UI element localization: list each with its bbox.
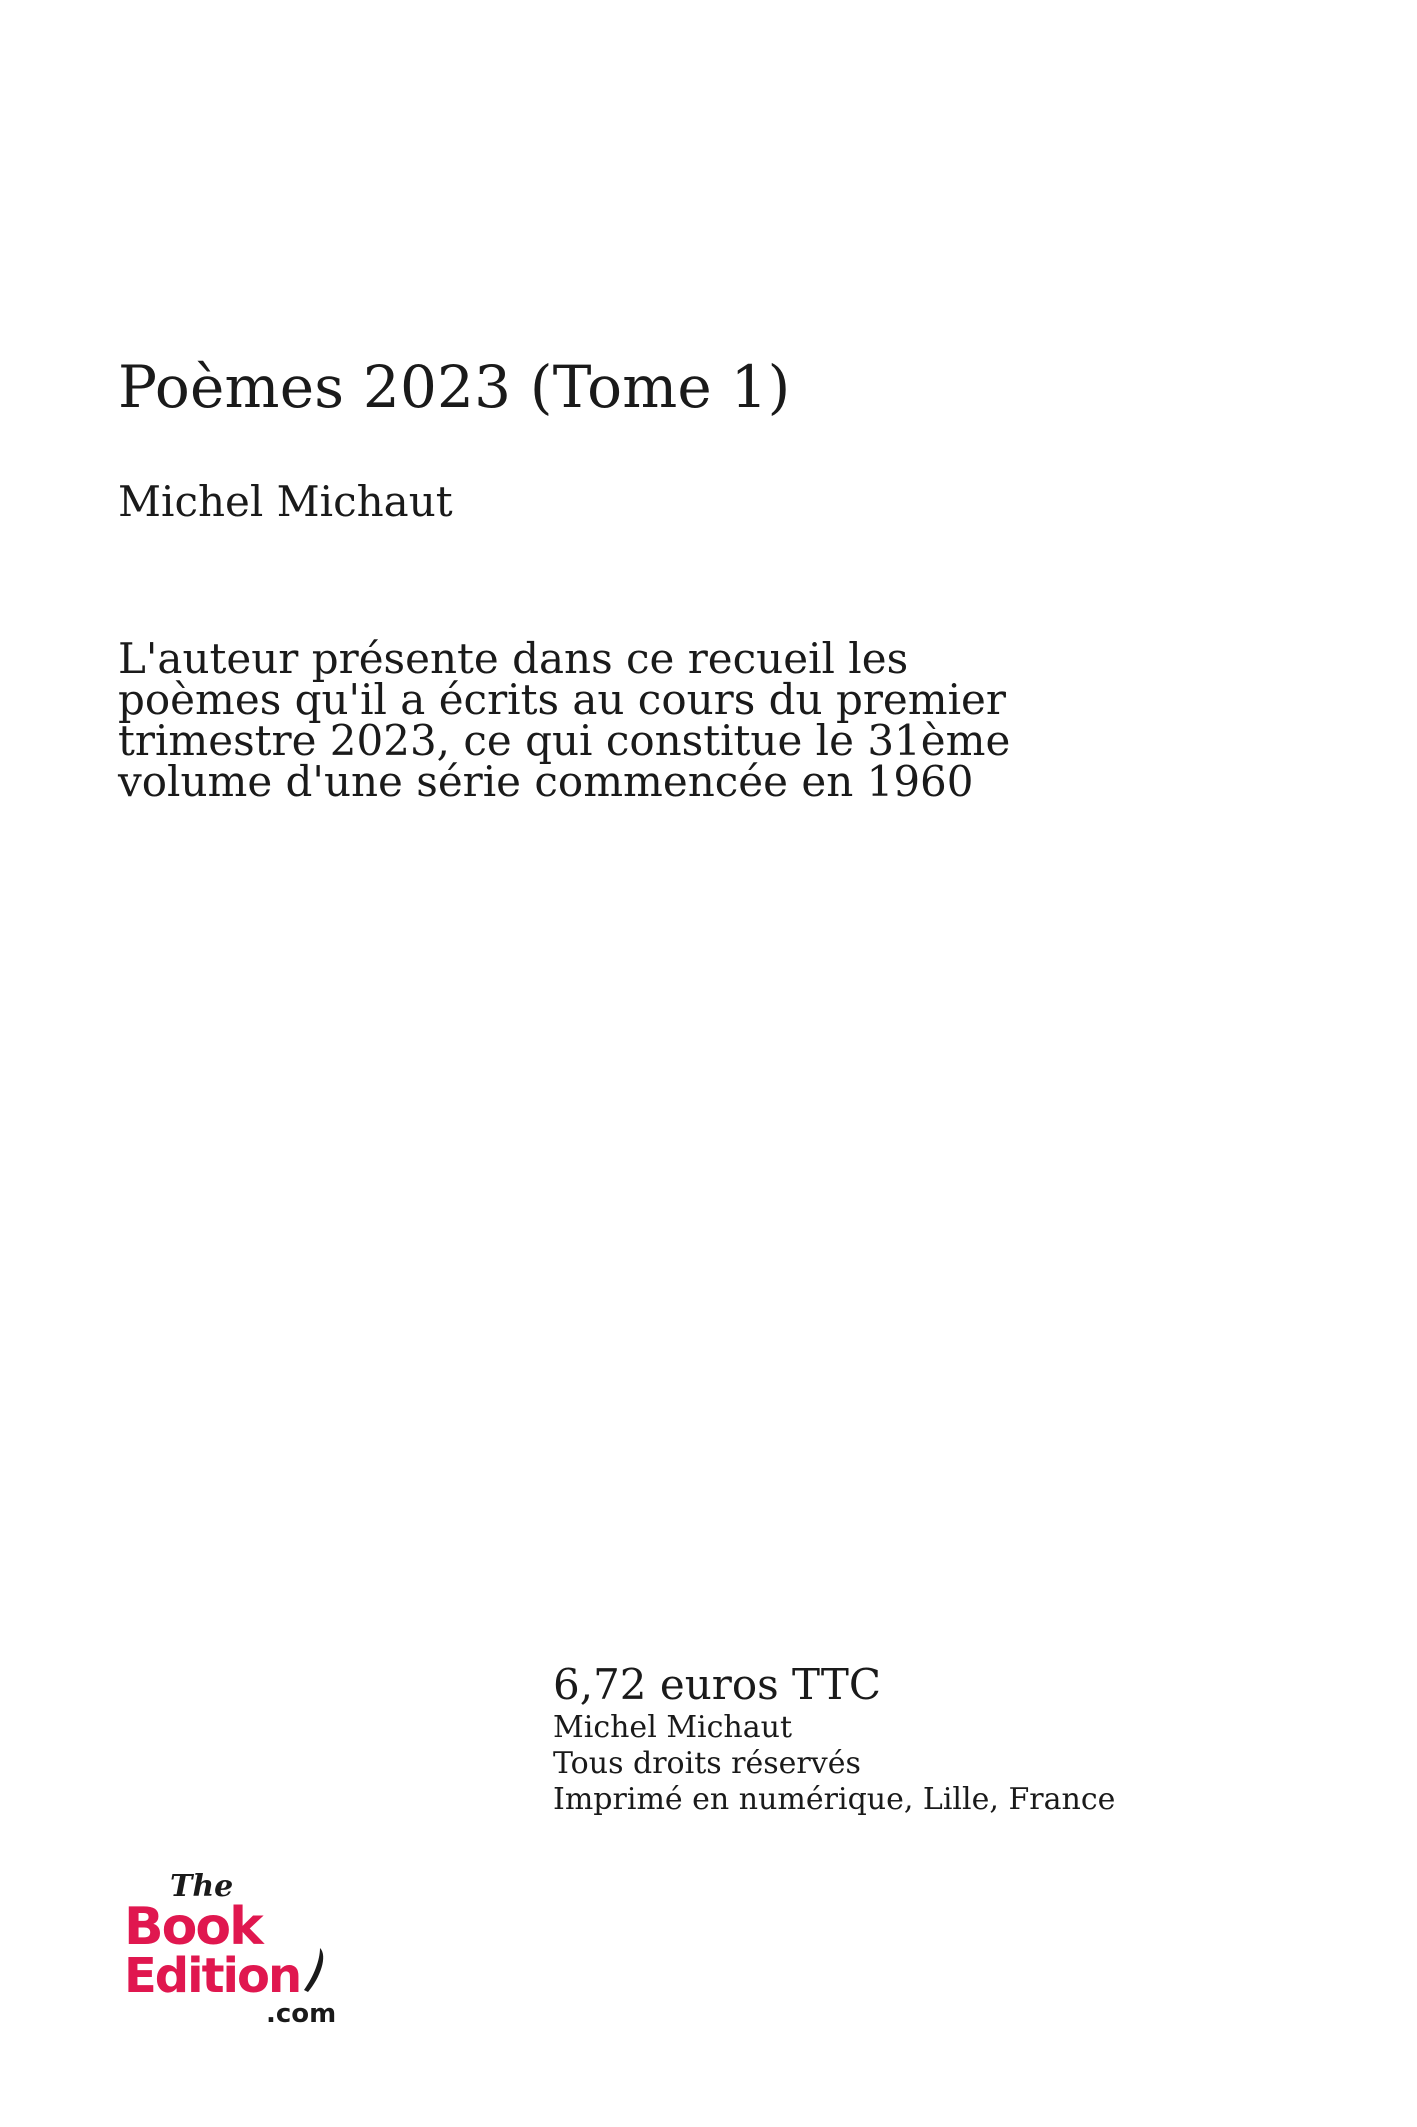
colophon [553, 1660, 1115, 1818]
logo-the-text: The [170, 1869, 234, 1904]
blurb-line: poèmes qu'il a écrits au cours du premier [118, 675, 1006, 724]
blurb-line: trimestre 2023, ce qui constitue le 31ème [118, 716, 1011, 765]
colophon-rights: Tous droits réservés [553, 1746, 861, 1781]
book-title: Poèmes 2023 (Tome 1) [118, 353, 791, 421]
blurb-line: volume d'une série commencée en 1960 [118, 757, 974, 806]
logo-domain-text: .com [266, 1999, 337, 2029]
price-label: 6,72 euros TTC [553, 1660, 881, 1709]
logo-book-text: Book [124, 1897, 262, 1957]
book-blurb [118, 634, 1098, 806]
colophon-printed: Imprimé en numérique, Lille, France [553, 1782, 1116, 1817]
thebookedition-logo [124, 1866, 354, 2030]
logo-quill-icon [304, 1948, 323, 1992]
book-author: Michel Michaut [118, 477, 453, 526]
colophon-author: Michel Michaut [553, 1710, 793, 1745]
blurb-line: L'auteur présente dans ce recueil les [118, 634, 909, 683]
logo-edition-text: Edition [124, 1948, 301, 2004]
